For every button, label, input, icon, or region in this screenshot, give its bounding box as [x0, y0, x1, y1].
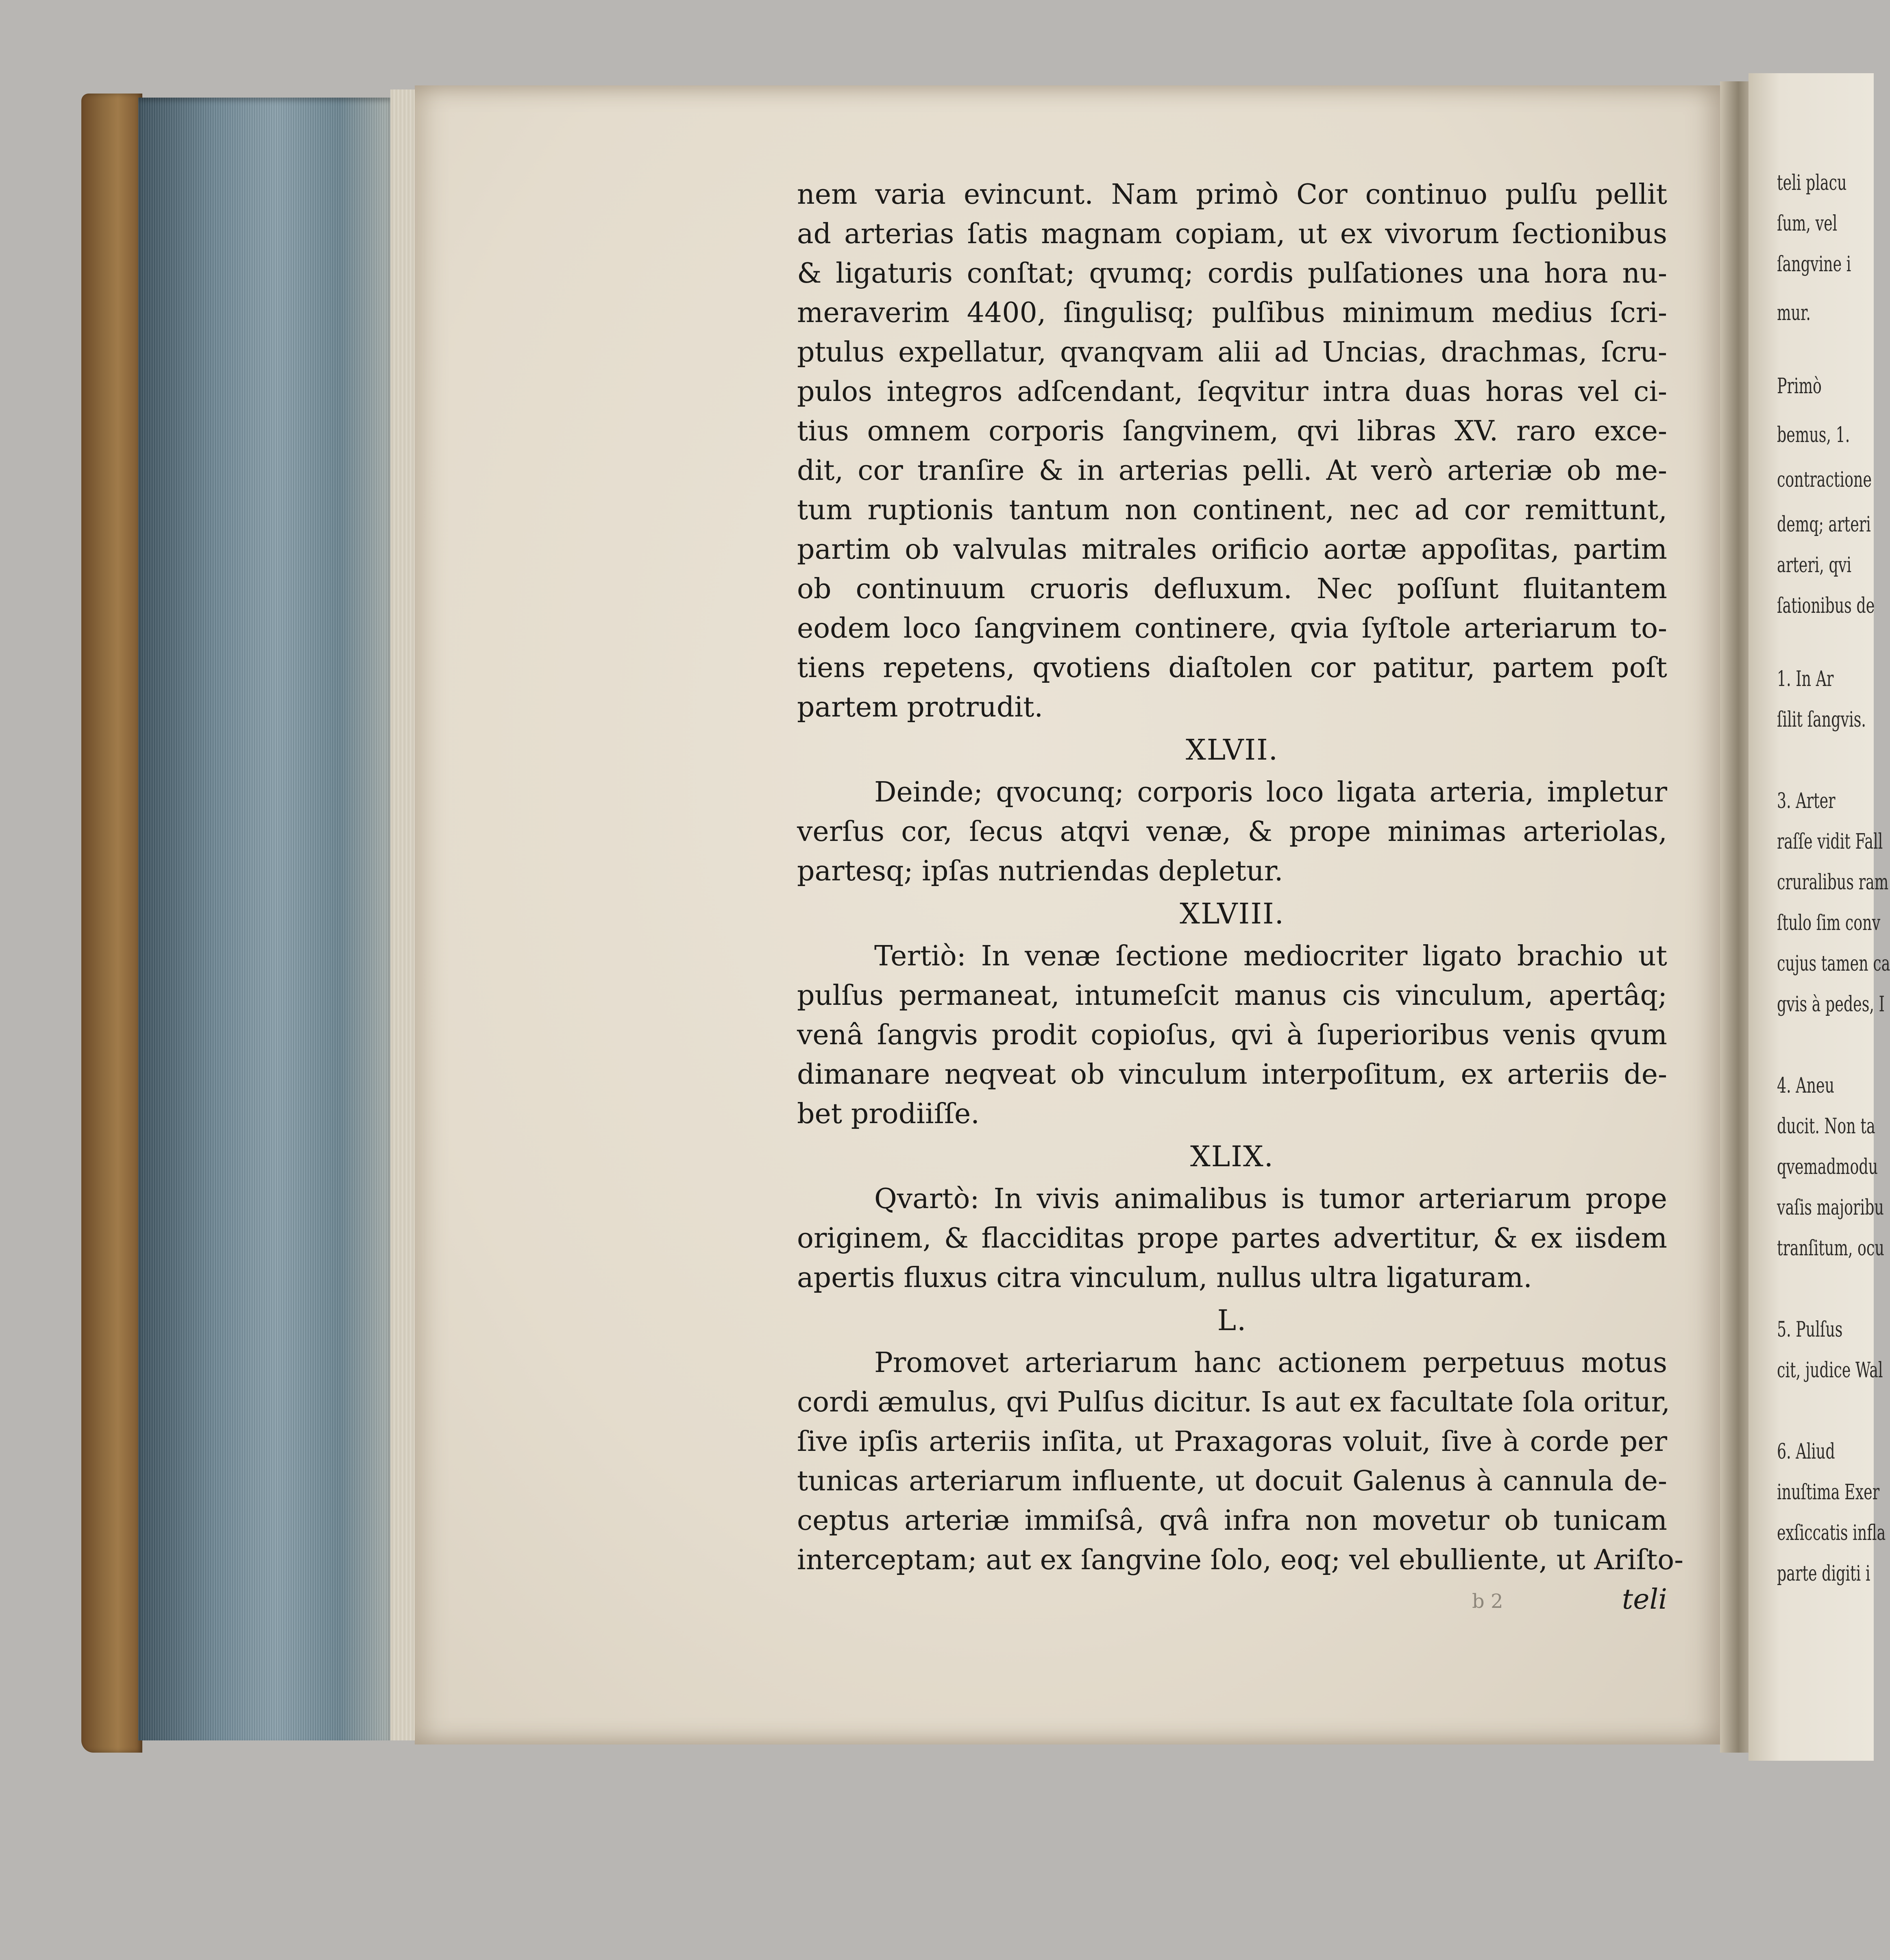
facing-page — [1748, 73, 1890, 1761]
section-heading: XLVII. — [1185, 733, 1279, 767]
text-line: pulſus permaneat, intumeſcit manus cis vinculum, apertâq; — [797, 980, 1667, 1012]
page-block-edge — [138, 98, 390, 1740]
text-line: meraverim 4400, ſingulisq; pulſibus minimum medius ſcri- — [797, 297, 1667, 329]
text-line: ob continuum cruoris defluxum. Nec poſſunt fluitantem — [797, 573, 1667, 605]
facing-page-line: tranſitum, ocu — [1777, 1236, 1884, 1261]
section-heading: XLIX. — [1190, 1140, 1274, 1173]
facing-page-line: mur. — [1777, 301, 1811, 325]
text-line: interceptam; aut ex ſangvine ſolo, eoq; vel ebulliente, ut Ariſto- — [797, 1544, 1684, 1576]
text-line: tunicas arteriarum influente, ut docuit Galenus à cannula de- — [797, 1465, 1667, 1497]
catchword: teli — [1622, 1583, 1667, 1616]
text-line: pulos integros adſcendant, ſeqvitur intra duas horas vel ci- — [797, 376, 1667, 408]
page-text — [797, 175, 1684, 1619]
facing-page-line: ſangvine i — [1777, 252, 1851, 277]
text-line: & ligaturis conſtat; qvumq; cordis pulſationes una hora nu- — [797, 257, 1667, 290]
text-line: ad arterias ſatis magnam copiam, ut ex vivorum ſectionibus — [797, 218, 1667, 250]
section-heading: L. — [1217, 1304, 1247, 1337]
paragraph-first-line: Deinde; qvocunq; corporis loco ligata arteria, impletur — [874, 776, 1667, 808]
facing-page-line: 3. Arter — [1777, 789, 1836, 813]
facing-page-line: bemus, 1. — [1777, 423, 1850, 447]
paragraph-first-line: Qvartò: In vivis animalibus is tumor arteriarum prope — [874, 1183, 1667, 1215]
text-line: cordi æmulus, qvi Pulſus dicitur. Is aut ex facultate ſola oritur, — [797, 1386, 1670, 1418]
text-line: verſus cor, ſecus atqvi venæ, & prope minimas arteriolas, — [797, 816, 1667, 848]
facing-page-line: ſationibus de — [1777, 594, 1875, 618]
facing-page-line: 4. Aneu — [1777, 1074, 1835, 1098]
facing-page-line: parte digiti i — [1777, 1561, 1870, 1586]
facing-page-line: ſtulo ſim conv — [1777, 911, 1881, 935]
facing-page-line: 6. Aliud — [1777, 1440, 1835, 1464]
text-line: partesq; ipſas nutriendas depletur. — [797, 855, 1283, 887]
facing-page-line: vaſis majoribu — [1777, 1196, 1884, 1220]
facing-page-line: cit, judice Wal — [1777, 1358, 1883, 1383]
text-line: venâ ſangvis prodit copioſus, qvi à ſuperioribus venis qvum — [797, 1019, 1667, 1051]
facing-page-line: cujus tamen ca — [1777, 952, 1890, 976]
text-line: tum ruptionis tantum non continent, nec ad cor remittunt, — [797, 494, 1667, 526]
text-line: dimanare neqveat ob vinculum interpoſitum, ex arteriis de- — [797, 1058, 1667, 1091]
facing-page-line: ſum, vel — [1777, 211, 1838, 236]
facing-page-line: inuſtima Exer — [1777, 1480, 1880, 1505]
text-line: partem protrudit. — [797, 691, 1043, 723]
facing-page-line: Primò — [1777, 374, 1822, 399]
facing-page-line: demq; arteri — [1777, 512, 1871, 537]
text-line: tius omnem corporis ſangvinem, qvi libras XV. raro exce- — [797, 415, 1667, 447]
book-cover-left — [81, 94, 142, 1753]
facing-page-line: 1. In Ar — [1777, 667, 1834, 691]
text-line: apertis fluxus citra vinculum, nullus ultra ligaturam. — [797, 1262, 1532, 1294]
text-line: ptulus expellatur, qvanqvam alii ad Uncias, drachmas, ſcru- — [797, 336, 1667, 368]
facing-page-line: qvemadmodu — [1777, 1155, 1878, 1179]
text-line: dit, cor tranſire & in arterias pelli. At verò arteriæ ob me- — [797, 455, 1667, 487]
text-line: eodem loco ſangvinem continere, qvia ſyſtole arteriarum to- — [797, 612, 1667, 645]
text-line: originem, & flacciditas prope partes advertitur, & ex iisdem — [797, 1222, 1667, 1254]
facing-page-line: gvis à pedes, I — [1777, 992, 1885, 1017]
facing-page-line: cruralibus ram — [1777, 870, 1889, 895]
section-heading: XLVIII. — [1180, 897, 1285, 930]
facing-page-line: exſiccatis infla — [1777, 1521, 1886, 1545]
signature-mark: b 2 — [1472, 1590, 1503, 1613]
text-line: nem varia evincunt. Nam primò Cor continuo pulſu pellit — [797, 179, 1667, 211]
facing-page-line: raſſe vidit Fall — [1777, 830, 1883, 854]
text-line: tiens repetens, qvotiens diaſtolen cor patitur, partem poſt — [797, 652, 1667, 684]
facing-page-line: teli placu — [1777, 171, 1847, 195]
facing-page-line: contractione — [1777, 468, 1872, 492]
paragraph-first-line: Promovet arteriarum hanc actionem perpetuus motus — [874, 1347, 1667, 1379]
text-line: ceptus arteriæ immiſsâ, qvâ infra non movetur ob tunicam — [797, 1505, 1667, 1537]
facing-page-line: ſilit ſangvis. — [1777, 708, 1866, 732]
text-line: partim ob valvulas mitrales orificio aortæ appoſitas, partim — [797, 534, 1667, 566]
text-line: bet prodiiſſe. — [797, 1098, 980, 1130]
facing-page-line: arteri, qvi — [1777, 553, 1851, 577]
text-line: ſive ipſis arteriis inſita, ut Praxagoras voluit, ſive à corde per — [797, 1426, 1667, 1458]
facing-page-line: 5. Pulſus — [1777, 1318, 1843, 1342]
facing-page-line: ducit. Non ta — [1777, 1114, 1875, 1139]
paragraph-first-line: Tertiò: In venæ ſectione mediocriter ligato brachio ut — [874, 940, 1667, 972]
